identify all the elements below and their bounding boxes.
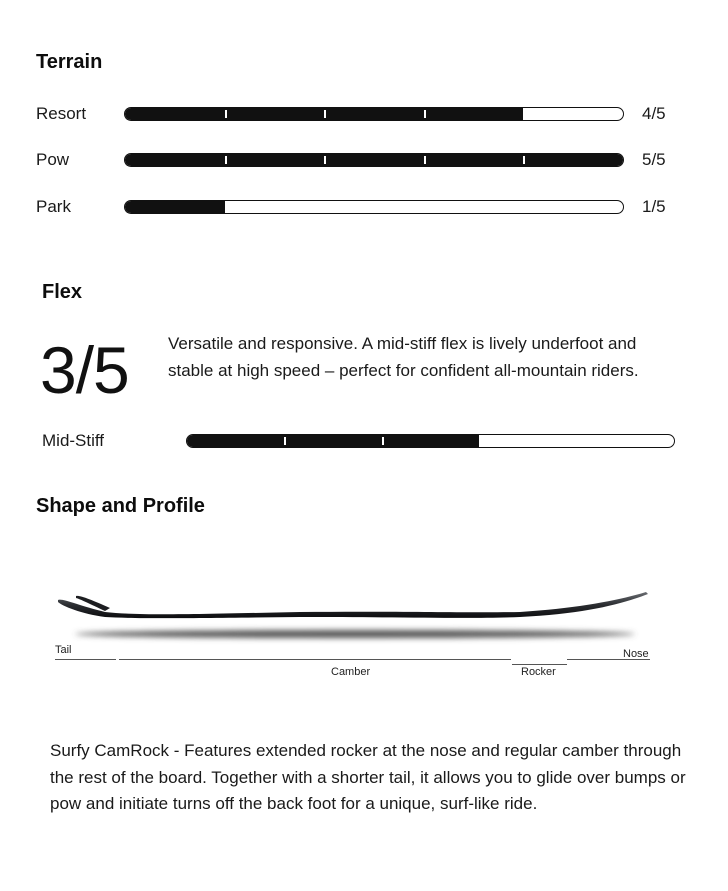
terrain-bar-resort: [124, 107, 624, 121]
terrain-label-park: Park: [36, 197, 71, 216]
bar-tick: [284, 437, 286, 445]
flex-bar-label: Mid-Stiff: [42, 431, 105, 450]
terrain-heading: Terrain: [36, 51, 103, 73]
profile-label-tail: Tail: [55, 644, 72, 656]
rocker-line: [512, 664, 567, 665]
flex-bar-fill: [187, 435, 479, 447]
terrain-score-park: 1/5: [642, 197, 666, 216]
profile-label-rocker: Rocker: [521, 666, 556, 678]
snowboard-icon: [58, 592, 648, 618]
flex-heading: Flex: [42, 281, 83, 303]
terrain-label-resort: Resort: [36, 104, 87, 123]
flex-description: Versatile and responsive. A mid-stiff flex is lively underfoot and stable at high speed – perfect for confident all-mountain riders.: [168, 334, 639, 380]
profile-label-camber: Camber: [331, 666, 371, 678]
camber-line: [119, 659, 511, 660]
terrain-bar-pow: [124, 153, 624, 167]
bar-tick: [424, 110, 426, 118]
shape-description: Surfy CamRock - Features extended rocker at the nose and regular camber through the rest of the board. Together with a shorter tail, it allows you to glide over bumps or pow and initiate turns off the back foot for a unique, surf-like ride.: [50, 741, 686, 813]
terrain-score-resort: 4/5: [642, 104, 666, 123]
profile-label-nose: Nose: [623, 648, 649, 660]
flex-rating-bar: [186, 434, 675, 448]
bar-tick: [382, 437, 384, 445]
terrain-bar-park: [124, 200, 624, 214]
bar-tick: [225, 156, 227, 164]
terrain-bar-fill: [125, 201, 225, 213]
shape-heading: Shape and Profile: [36, 495, 205, 517]
terrain-label-pow: Pow: [36, 150, 70, 169]
bar-tick: [324, 110, 326, 118]
terrain-bar-fill: [125, 154, 623, 166]
terrain-score-pow: 5/5: [642, 150, 666, 169]
flex-score: 3/5: [40, 333, 129, 407]
tail-line: [55, 659, 116, 660]
bar-tick: [324, 156, 326, 164]
bar-tick: [225, 110, 227, 118]
bar-tick: [424, 156, 426, 164]
board-shadow: [75, 630, 635, 638]
bar-tick: [523, 156, 525, 164]
